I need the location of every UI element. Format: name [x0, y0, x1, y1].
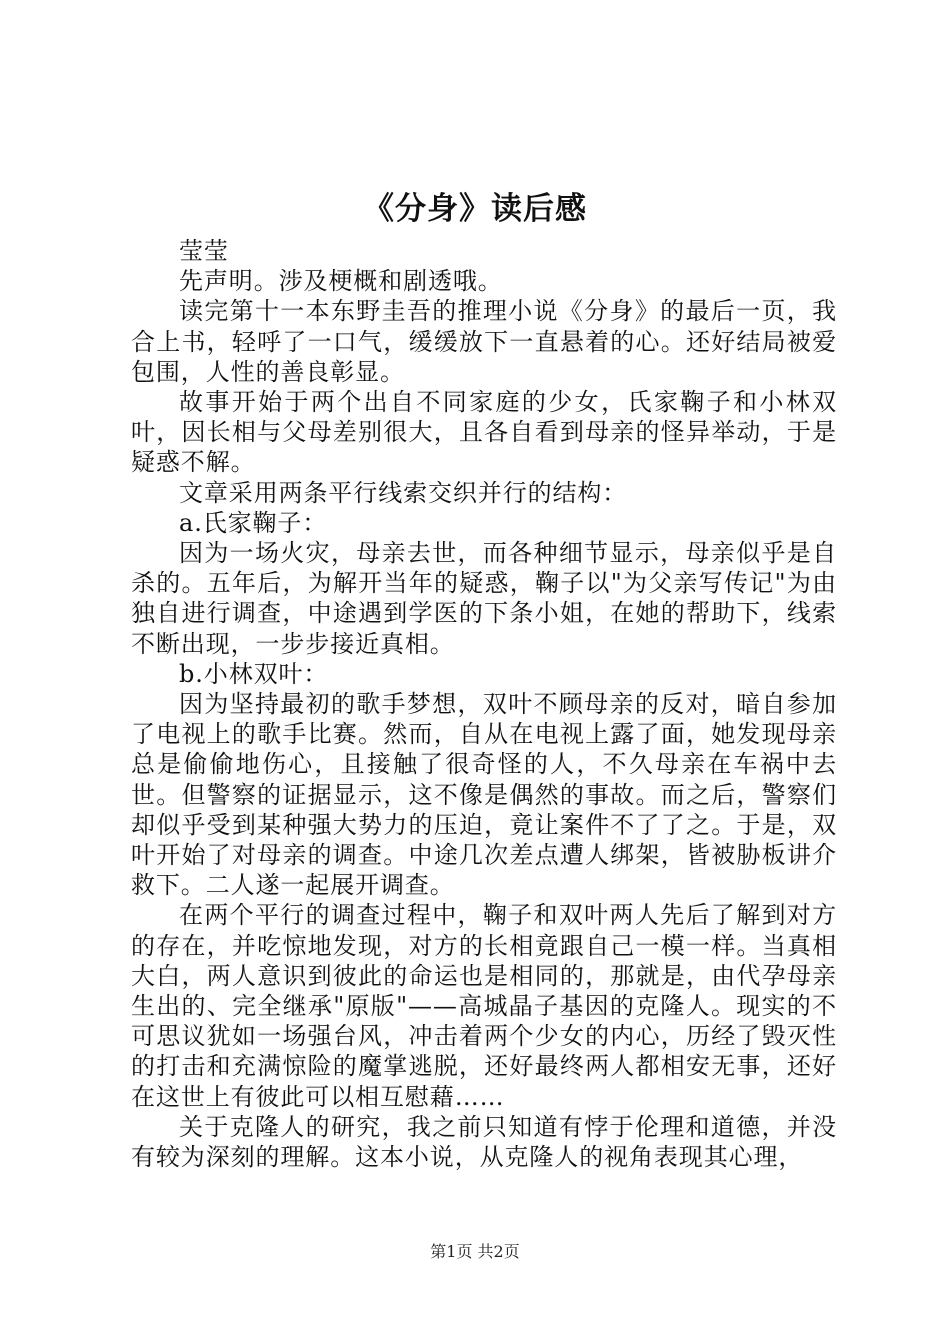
paragraph: 读完第十一本东野圭吾的推理小说《分身》的最后一页，我合上书，轻呼了一口气，缓缓放下一直悬着的心。还好结局被爱包围，人性的善良彰显。: [131, 297, 837, 386]
paragraph: 故事开始于两个出自不同家庭的少女，氏家鞠子和小林双叶，因长相与父母差别很大，且各自看到母亲的怪异举动，于是疑惑不解。: [131, 388, 837, 477]
paragraph: 先声明。涉及梗概和剧透哦。: [179, 267, 503, 296]
paragraph: 因为一场火灾，母亲去世，而各种细节显示，母亲似乎是自杀的。五年后，为解开当年的疑惑，鞠子以"为父亲写传记"为由独自进行调查，中途遇到学医的下条小姐，在她的帮助下，线索不断出现，一步步接近真相。: [131, 539, 837, 658]
author-line: 莹莹: [179, 237, 229, 265]
paragraph: 文章采用两条平行线索交织并行的结构：: [179, 478, 628, 507]
paragraph: 因为坚持最初的歌手梦想，双叶不顾母亲的反对，暗自参加了电视上的歌手比赛。然而，自从在电视上露了面，她发现母亲总是偷偷地伤心，且接触了很奇怪的人，不久母亲在车祸中去世。但警察的证据显示，这不像是偶然的事故。而之后，警察们却似乎受到某种强大势力的压迫，竟让案件不了了之。于是，双叶开始了对母亲的调查。中途几次差点遭人绑架，皆被胁板讲介救下。二人遂一起展开调查。: [131, 690, 837, 900]
section-heading: b.小林双叶：: [179, 659, 329, 688]
document-title: 《分身》读后感: [363, 191, 587, 227]
paragraph: 在两个平行的调查过程中，鞠子和双叶两人先后了解到对方的存在，并吃惊地发现，对方的长相竟跟自己一模一样。当真相大白，两人意识到彼此的命运也是相同的，那就是，由代孕母亲生出的、完全继承"原版"——高城晶子基因的克隆人。现实的不可思议犹如一场强台风，冲击着两个少女的内心，历经了毁灭性的打击和充满惊险的魔掌逃脱，还好最终两人都相安无事，还好在这世上有彼此可以相互慰藉……: [131, 901, 837, 1111]
document-body: [131, 236, 837, 1172]
section-heading: a.氏家鞠子：: [179, 508, 328, 537]
page-footer: 第1页 共2页: [430, 1242, 520, 1261]
paragraph: 关于克隆人的研究，我之前只知道有悖于伦理和道德，并没有较为深刻的理解。这本小说，从克隆人的视角表现其心理，: [131, 1112, 837, 1172]
